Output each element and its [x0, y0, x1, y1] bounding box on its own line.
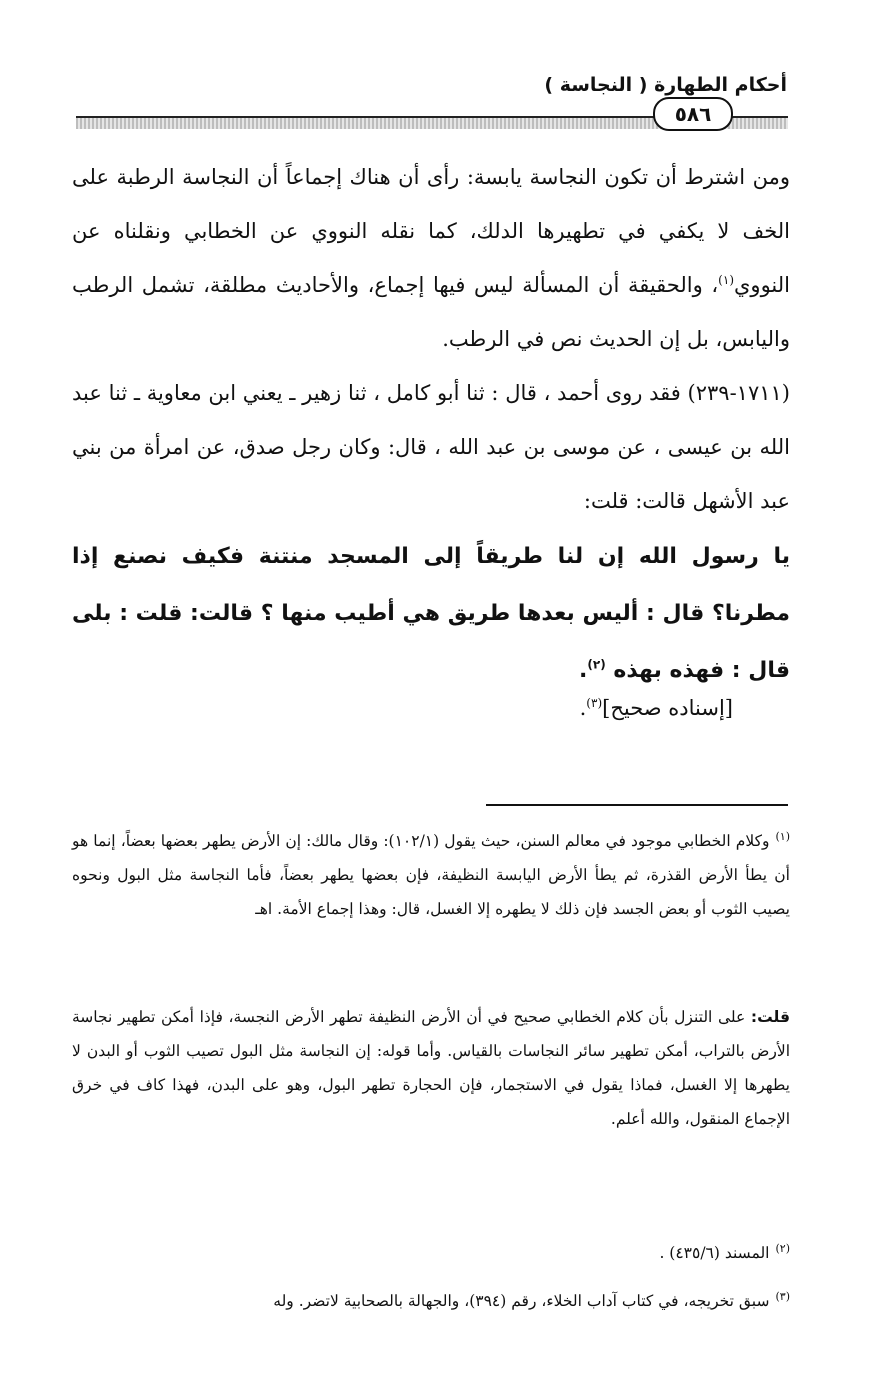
footnote-marker: (١) — [775, 829, 790, 843]
footnote-marker: (٢) — [775, 1241, 790, 1255]
paragraph-text: ومن اشترط أن تكون النجاسة يابسة: رأى أن هناك إجماعاً أن النجاسة الرطبة على الخف لا يكفي في تطهيرها الدلك، كما نقله النووي عن الخطابي ونقلناه عن النووي — [72, 165, 790, 297]
footnote-2 — [72, 1236, 790, 1270]
footnote-1-comment — [72, 1000, 790, 1136]
footnote-1 — [72, 824, 790, 926]
body-paragraph-1 — [72, 150, 790, 366]
footnote-separator — [486, 804, 788, 806]
running-title: أحكام الطهارة ( النجاسة ) — [544, 74, 787, 96]
body-paragraph-2: (١٧١١-٢٣٩) فقد روى أحمد ، قال : ثنا أبو كامل ، ثنا زهير ـ يعني ابن معاوية ـ ثنا عبد الله بن عيسى ، عن موسى بن عبد الله ، قال: وكان رجل صدق، عن امرأة من بني عبد الأشهل قالت: قلت: — [72, 381, 790, 513]
isnad-text: [إسناده صحيح] — [602, 696, 733, 720]
footnote-reference: (٣) — [586, 696, 603, 710]
qult-label: قلت: — [750, 1008, 790, 1026]
footnote-marker: (٣) — [775, 1289, 790, 1303]
footnote-text: سبق تخريجه، في كتاب آداب الخلاء، رقم (٣٩٤)، والجهالة بالصحابية لاتضر. وله — [273, 1292, 770, 1310]
footnote-text: وكلام الخطابي موجود في معالم السنن، حيث يقول (١٠٢/١): وقال مالك: إن الأرض يطهر بعضها بعضاً، إنما هو أن يطأ الأرض القذرة، ثم يطأ الأرض اليابسة النظيفة، فإن بعضها يطهر بعضاً، فأما النجاسة مثل البول ونحوه يصيب الثوب أو بعض الجسد فإن ذلك لا يطهره إلا الغسل، قال: وهذا إجماع الأمة. اهـ — [72, 832, 790, 918]
footnote-reference: (١) — [718, 273, 734, 287]
page-number: ٥٨٦ — [653, 97, 733, 131]
footnote-text: على التنزل بأن كلام الخطابي صحيح في أن الأرض النظيفة تطهر الأرض النجسة، فإذا أمكن تطهير نجاسة الأرض بالتراب، أمكن تطهير سائر النجاسات بالقياس. وأما قوله: إن النجاسة مثل البول تصيب الثوب أو البدن لا يطهرها إلا الغسل، فماذا يقول في الاستجمار، فإن الحجارة تطهر البول، وهو على البدن، فهذا كاف في خرق الإجماع المنقول، والله أعلم. — [72, 1008, 790, 1128]
footnote-3 — [72, 1284, 790, 1318]
isnad-grading: [إسناده صحيح]$^{(٣)}$. — [579, 696, 733, 720]
hadith-body: يا رسول الله إن لنا طريقاً إلى المسجد منتنة فكيف نصنع إذا مطرنا؟ قال : أليس بعدها طريق هي أطيب منها ؟ قالت: قلت : بلى قال : فهذه بهذه — [72, 544, 790, 683]
footnote-reference: (٢) — [587, 657, 606, 672]
footnote-text: المسند (٤٣٥/٦) . — [659, 1244, 770, 1262]
hadith-text: يا رسول الله إن لنا طريقاً إلى المسجد منتنة فكيف نصنع إذا مطرنا؟ قال : أليس بعدها طريق هي أطيب منها ؟ قالت: قلت : بلى قال : فهذه بهذه $^{(٢)}$. — [72, 544, 790, 683]
paragraph-text: ، والحقيقة أن المسألة ليس فيها إجماع، والأحاديث مطلقة، تشمل الرطب واليابس، بل إن الحديث نص في الرطب. — [72, 273, 790, 351]
